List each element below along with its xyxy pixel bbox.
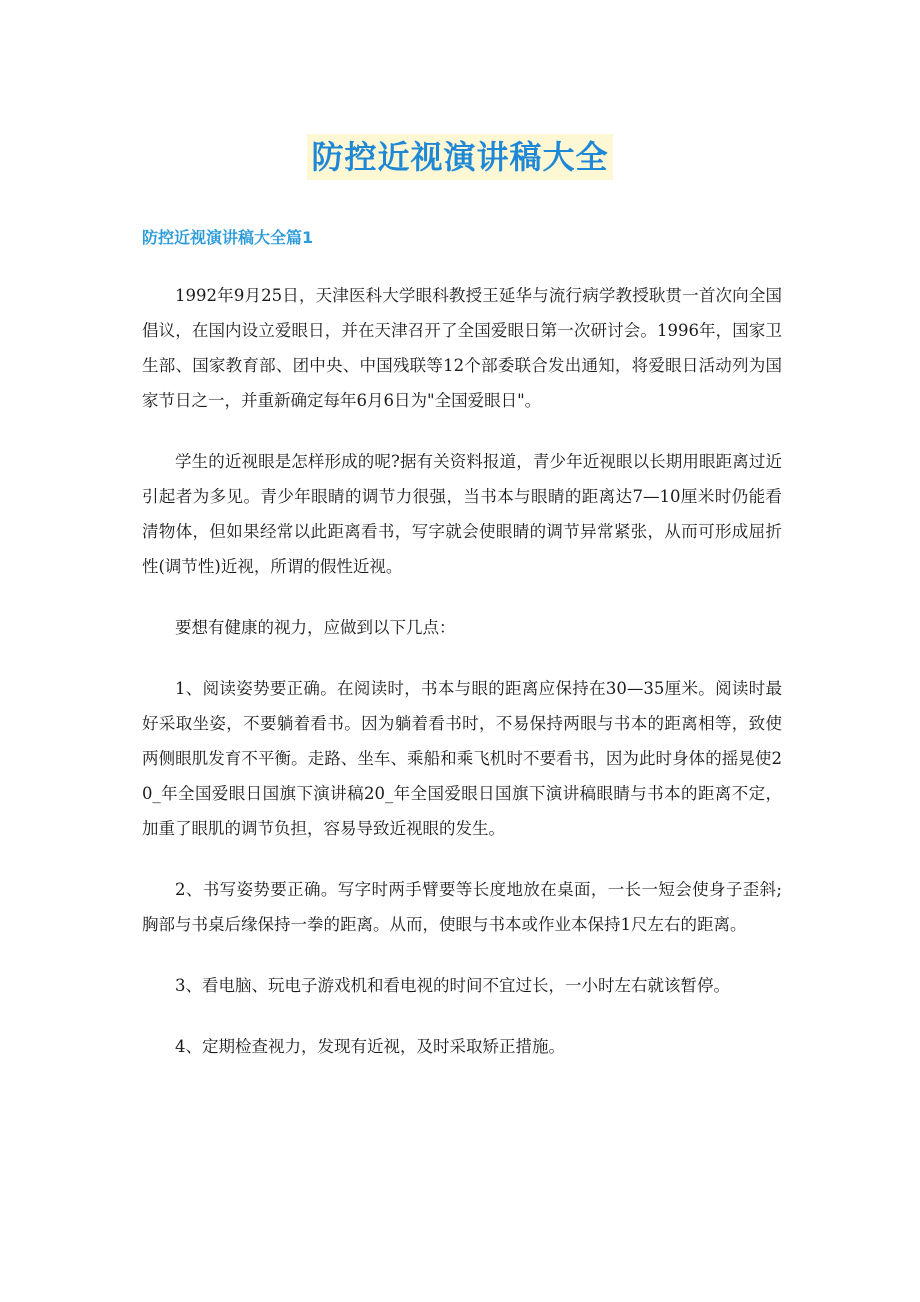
document-body bbox=[142, 278, 782, 1090]
title-container bbox=[0, 134, 920, 180]
paragraph-causes: 学生的近视眼是怎样形成的呢?据有关资料报道，青少年近视眼以长期用眼距离过近引起者为多见。青少年眼睛的调节力很强，当书本与眼睛的距离达7—10厘米时仍能看清物体，但如果经常以此距离看书，写字就会使眼睛的调节异常紧张，从而可形成屈折性(调节性)近视，所谓的假性近视。 bbox=[142, 452, 782, 576]
paragraph-tip-screens: 3、看电脑、玩电子游戏机和看电视的时间不宜过长，一小时左右就该暂停。 bbox=[175, 976, 730, 995]
paragraph-intro-tips: 要想有健康的视力，应做到以下几点： bbox=[175, 618, 456, 637]
paragraph-tip-reading: 1、阅读姿势要正确。在阅读时，书本与眼的距离应保持在30—35厘米。阅读时最好采取坐姿，不要躺着看书。因为躺着看书时，不易保持两眼与书本的距离相等，致使两侧眼肌发育不平衡。走路、坐车、乘船和乘飞机时不要看书，因为此时身体的摇晃使20_年全国爱眼日国旗下演讲稿20_年全国爱眼日国旗下演讲稿眼睛与书本的距离不定，加重了眼肌的调节负担，容易导致近视眼的发生。 bbox=[142, 679, 782, 838]
document-title: 防控近视演讲稿大全 bbox=[307, 134, 612, 180]
paragraph-history: 1992年9月25日，天津医科大学眼科教授王延华与流行病学教授耿贯一首次向全国倡议，在国内设立爱眼日，并在天津召开了全国爱眼日第一次研讨会。1996年，国家卫生部、国家教育部、团中央、中国残联等12个部委联合发出通知，将爱眼日活动列为国家节日之一，并重新确定每年6月6日为"全国爱眼日"。 bbox=[142, 286, 782, 410]
section-heading: 防控近视演讲稿大全篇1 bbox=[142, 228, 314, 247]
paragraph-tip-writing: 2、书写姿势要正确。写字时两手臂要等长度地放在桌面，一长一短会使身子歪斜;胸部与书桌后缘保持一拳的距离。从而，使眼与书本或作业本保持1尺左右的距离。 bbox=[142, 880, 782, 934]
paragraph-tip-checkup: 4、定期检查视力，发现有近视，及时采取矫正措施。 bbox=[175, 1037, 565, 1056]
